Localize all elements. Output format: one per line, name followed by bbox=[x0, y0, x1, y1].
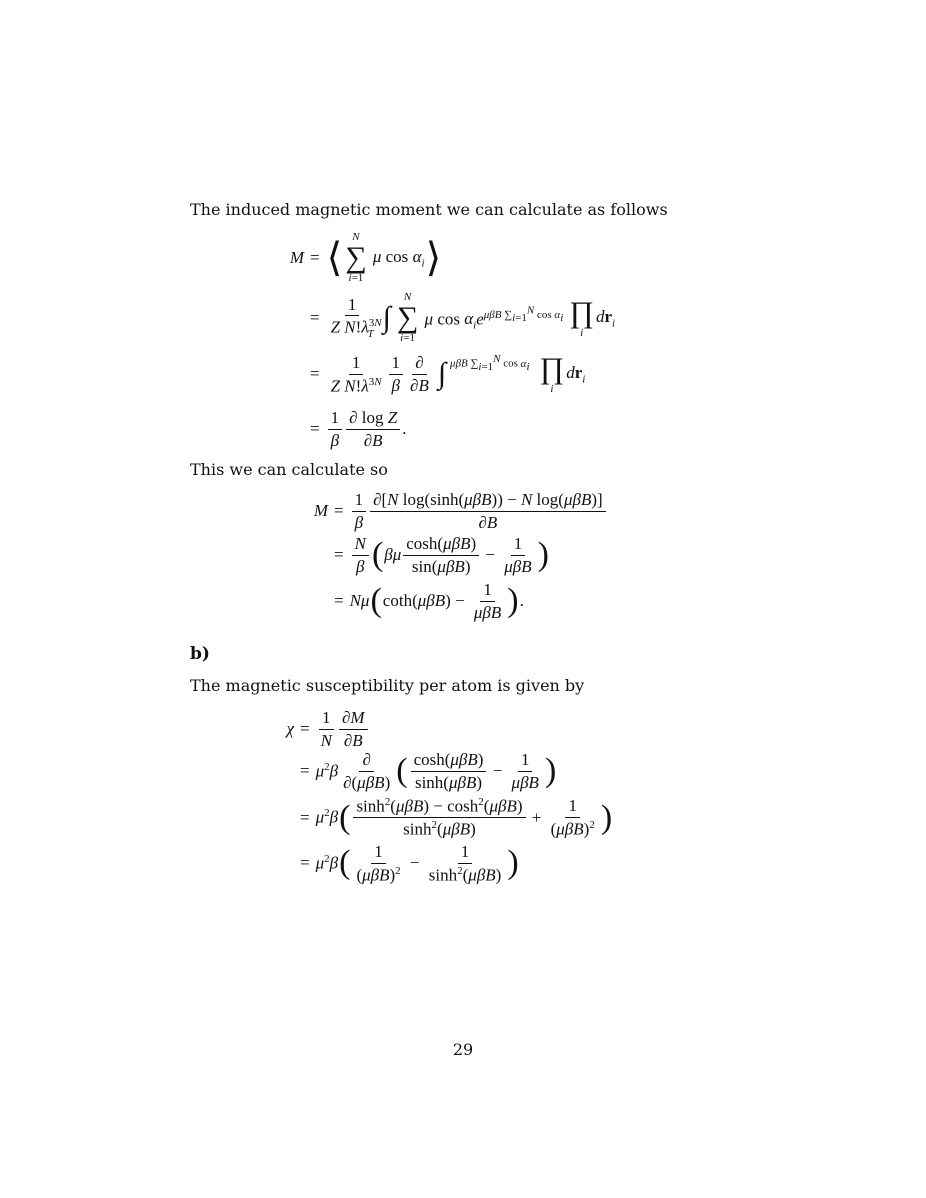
section-b-heading: b) bbox=[190, 644, 210, 664]
page-number: 29 bbox=[452, 1040, 474, 1059]
susceptibility-text: The magnetic susceptibility per atom is given by bbox=[190, 676, 585, 695]
eq-moment-line-1: M = ⟨ N ∑ i=1 μ $\cos \alpha_i$ ⟩ bbox=[289, 231, 442, 284]
eq-moment-line-4: = $\frac{1}{\beta}$ $\frac{\text{∂ log Z}}{\partial B}$ . bbox=[310, 408, 407, 450]
eq-chi-line-4: = $\mu^2\beta$ ( $\frac{1}{(\mu\beta B)^2}$ − $\frac{1}{\sinh^2(\mu\beta B)}$ ) bbox=[300, 842, 519, 885]
calc-so-text: This we can calculate so bbox=[190, 460, 388, 479]
eq-chi-line-2: = $\mu^2\beta$ $\frac{\partial}{\text{∂(μβB)}}$ ( $\frac{\text{cosh(μβB)}}{\text{sinh(μβB)}}$ − $\frac{1}{\text{μβB}}$ ) bbox=[300, 750, 557, 792]
eq-result-line-2: = $\frac{N}{\beta}$ ( βμ $\frac{\text{cosh(μβB)}}{\text{sin(μβB)}}$ − $\frac{1}{\text{μβB}}$ ) bbox=[334, 534, 549, 576]
intro-text: The induced magnetic moment we can calculate as follows bbox=[190, 200, 668, 219]
eq-moment-line-2: = $\frac{1}{Z N!\lambda^{3N}_T}$ ∫ N ∑ i=1 μ $\cos \alpha_ie^{\mu\beta B \sum_{i=1}^N cos \alpha_i}$ ∏ i $dr_i$ bbox=[310, 291, 616, 344]
eq-moment-line-3: = $\frac{1}{Z N!\lambda^{3N}}$ $\frac{1}{\beta}$ $\frac{\partial}{\partial B}$ ∫ $^{\mu\beta B \sum_{i=1}^N cos \alpha_i}$ ∏ i $dr_i$ bbox=[310, 351, 586, 396]
eq-chi-line-1: χ = $\frac{1}{N}$ $\frac{\partial M}{\partial B}$ bbox=[282, 708, 370, 750]
eq-result-line-3: = Nμ ( coth(μβB) − $\frac{1}{\text{μβB}}$ ) . bbox=[334, 580, 524, 622]
eq-result-line-1: M = $\frac{1}{\beta}$ $\frac{\text{∂[N log(sinh(μβB)) − N log(μβB)]}}{\partial B}$ bbox=[306, 490, 608, 532]
eq-chi-line-3: = $\mu^2\beta$ ( $\frac{\sinh^2(\mu\beta B) - \cosh^2(\mu\beta B)}{\sinh^2(\mu\beta B)}$ + $\frac{1}{(\mu\beta B)^2}$ ) bbox=[300, 796, 613, 839]
